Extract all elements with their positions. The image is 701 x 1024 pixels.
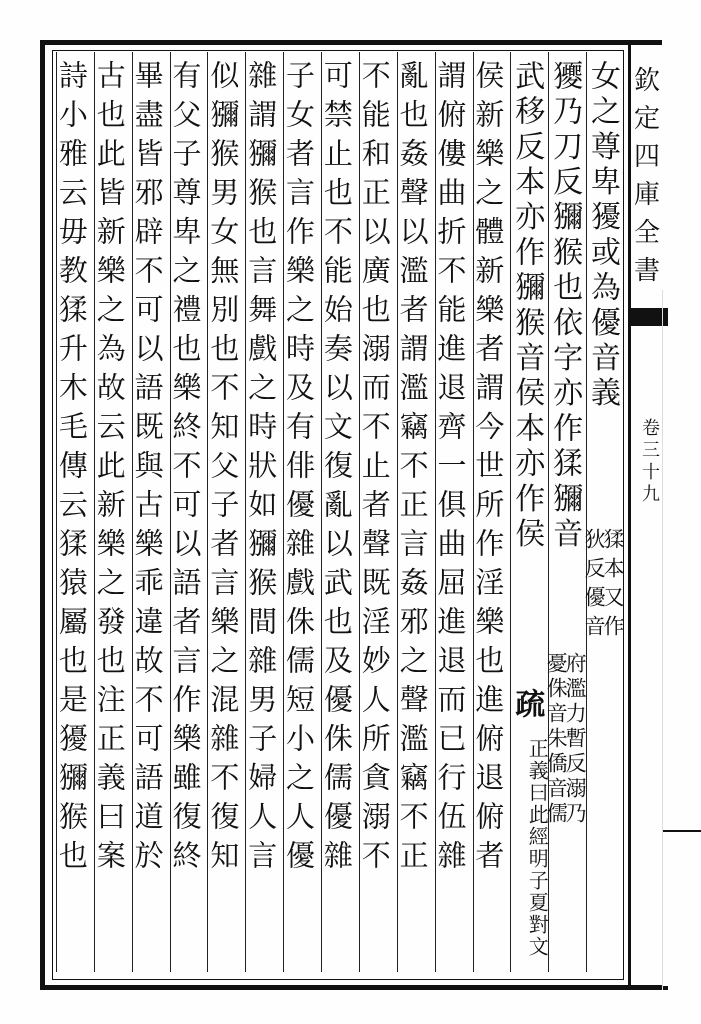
annotation-line: 狄反優音 (582, 528, 607, 644)
column-text: 可禁止也不能始奏以文復亂以武也及優侏儒優雜 (319, 60, 354, 879)
column-text: 謂俯僂曲折不能進退齊一俱曲屈進退而已行伍雜 (433, 60, 468, 879)
margin-title (634, 62, 660, 290)
column-text: 詩小雅云毋教猱升木毛傳云猱猿屬也是獶獼猴也 (54, 60, 89, 879)
volume-char: 九 (642, 484, 660, 505)
margin-title-char: 定 (634, 104, 661, 134)
column-text: 有父子尊卑之禮也樂終不可以語者言作樂雖復終 (168, 60, 203, 879)
text-column-7 (359, 52, 397, 972)
annotation-double (582, 528, 625, 958)
column-text: 古也此皆新樂之為故云此新樂之發也注正義曰案 (92, 60, 127, 879)
column-text: 子女者言作樂之時及有俳優雜戲侏儒短小之人優 (282, 60, 317, 879)
column-text: 侯新樂之體新樂者謂今世所作淫樂也進俯退俯者 (471, 60, 506, 879)
margin-title-char: 四 (634, 142, 661, 172)
column-text: 獿乃刀反獼猴也依字亦作猱獼音 (547, 60, 583, 553)
margin-title-char: 全 (634, 218, 661, 248)
column-text: 武移反本亦作獼猴音侯本亦作侯 (509, 60, 545, 553)
text-column-8 (321, 52, 359, 972)
text-column-9 (283, 52, 321, 972)
edge-mark (663, 830, 701, 832)
text-column-6 (397, 52, 435, 972)
annotation-line: 猱本又作 (600, 528, 625, 644)
volume-char: 卷 (642, 418, 660, 439)
text-column-5 (435, 52, 473, 972)
column-text: 雜謂獼猴也言舞戲之時狀如獼猴間雜男子婦人言 (244, 60, 279, 879)
volume-char: 三 (642, 440, 660, 461)
text-column-1 (582, 52, 625, 972)
annotation-line: 府濫力暫反溺乃 (563, 652, 588, 827)
text-column-10 (245, 52, 283, 972)
right-edge (662, 290, 701, 990)
text-column-2 (544, 52, 588, 972)
text-column-14 (94, 52, 132, 972)
commentary-marker: 疏 (509, 688, 545, 724)
annotation-double (544, 652, 588, 972)
text-column-12 (170, 52, 208, 972)
annotation-line: 憂侏音朱僑音儒 (544, 652, 569, 827)
column-text: 亂也姦聲以濫者謂濫竊不正言姦邪之聲濫竊不正 (395, 60, 430, 879)
text-column-11 (207, 52, 245, 972)
volume-label (640, 418, 662, 506)
margin-title-char: 庫 (634, 180, 661, 210)
text-column-15 (56, 52, 94, 972)
margin-title-char: 欽 (634, 66, 661, 96)
text-column-4 (473, 52, 511, 972)
text-column-3 (510, 52, 548, 972)
heading-text: 女之尊卑獶或為優音義 (584, 60, 620, 412)
commentary-text: 正義曰此經明子夏對文 (525, 738, 550, 958)
column-text: 似獼猴男女無別也不知父子者言樂之混雜不復知 (206, 60, 241, 879)
margin-title-char: 書 (634, 256, 661, 286)
column-text: 不能和正以廣也溺而不止者聲既淫妙人所貪溺不 (357, 60, 392, 879)
column-text: 畢盡皆邪辟不可以語既與古樂乖違故不可語道於 (130, 60, 165, 879)
text-column-13 (132, 52, 170, 972)
volume-char: 十 (642, 462, 660, 483)
